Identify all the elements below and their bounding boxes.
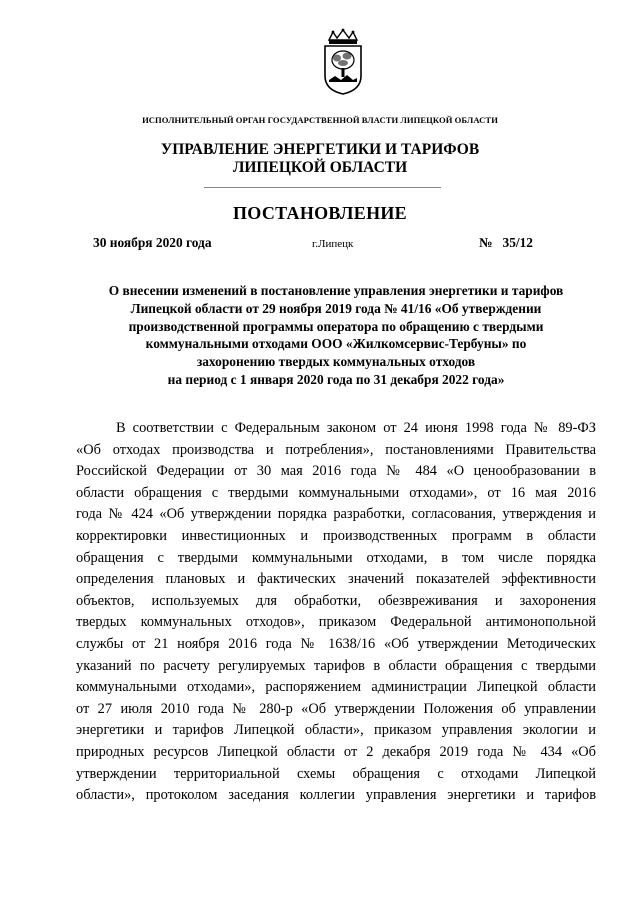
- body-line: года № 424 «Об утверждении порядка разработки, согласования, утверждения и: [76, 506, 596, 523]
- body-line: «Об отходах производства и потребления», постановлениями Правительства: [76, 441, 596, 458]
- body-line: определения плановых и фактических значений показателей эффективности: [76, 571, 596, 588]
- title-line: на период с 1 января 2020 года по 31 декабря 2022 года»: [167, 371, 505, 387]
- body-line: от 27 июля 2010 года № 280-р «Об утверждении Положения об управлении: [76, 700, 596, 717]
- title-line: О внесении изменений в постановление управления энергетики и тарифов: [108, 283, 564, 298]
- document-title: [66, 282, 606, 389]
- department-name: [0, 141, 640, 177]
- body-line: обращения с твердыми коммунальными отходами, в том числе порядка: [76, 549, 596, 566]
- body-line: природных ресурсов Липецкой области от 2 декабря 2019 года № 434 «Об: [76, 743, 596, 760]
- document-date: 30 ноября 2020 года: [93, 235, 212, 250]
- department-line-1: УПРАВЛЕНИЕ ЭНЕРГЕТИКИ И ТАРИФОВ: [160, 141, 480, 158]
- body-line: указаний по расчету регулируемых тарифов в области обращения с твердыми: [76, 657, 596, 674]
- body-line: области обращения с твердыми коммунальными отходами», от 16 мая 2016: [76, 484, 596, 501]
- title-line: производственной программы оператора по обращению с твердыми: [128, 318, 544, 334]
- body-line: коммунальными отходами», распоряжением администрации Липецкой области: [76, 679, 596, 696]
- title-line: Липецкой области от 29 ноября 2019 года № 41/16 «Об утверждении: [130, 300, 542, 316]
- body-line: В соответствии с Федеральным законом от 24 июня 1998 года № 89-ФЗ: [116, 420, 596, 436]
- lipetsk-coat-of-arms-icon: [321, 28, 365, 96]
- title-line: захоронению твердых коммунальных отходов: [196, 354, 476, 370]
- document-type: ПОСТАНОВЛЕНИЕ: [233, 203, 407, 223]
- document-number: № 35/12: [479, 235, 534, 250]
- department-line-2: ЛИПЕЦКОЙ ОБЛАСТИ: [232, 159, 408, 176]
- header-divider: [204, 187, 441, 188]
- body-line: области», протоколом заседания коллегии управления энергетики и тарифов: [76, 787, 596, 804]
- authority-name: ИСПОЛНИТЕЛЬНЫЙ ОРГАН ГОСУДАРСТВЕННОЙ ВЛАСТИ ЛИПЕЦКОЙ ОБЛАСТИ: [142, 115, 498, 125]
- body-line: Российской Федерации от 30 мая 2016 года № 484 «О ценообразовании в: [76, 463, 596, 480]
- document-city: г.Липецк: [312, 238, 354, 250]
- document-body: [76, 418, 596, 807]
- body-line: утверждении территориальной схемы обращения с отходами Липецкой: [76, 765, 596, 782]
- body-line: объектов, используемых для обработки, обезвреживания и захоронения: [76, 592, 596, 609]
- title-line: коммунальными отходами ООО «Жилкомсервис-Тербуны» по: [145, 336, 527, 352]
- body-line: твердых коммунальных отходов», приказом Федеральной антимонопольной: [76, 614, 596, 631]
- body-line: энергетики и тарифов Липецкой области», приказом управления экологии и: [76, 722, 596, 739]
- body-line: корректировки инвестиционных и производственных программ в области: [76, 527, 596, 544]
- body-line: службы от 21 ноября 2016 года № 1638/16 «Об утверждении Методических: [76, 635, 596, 652]
